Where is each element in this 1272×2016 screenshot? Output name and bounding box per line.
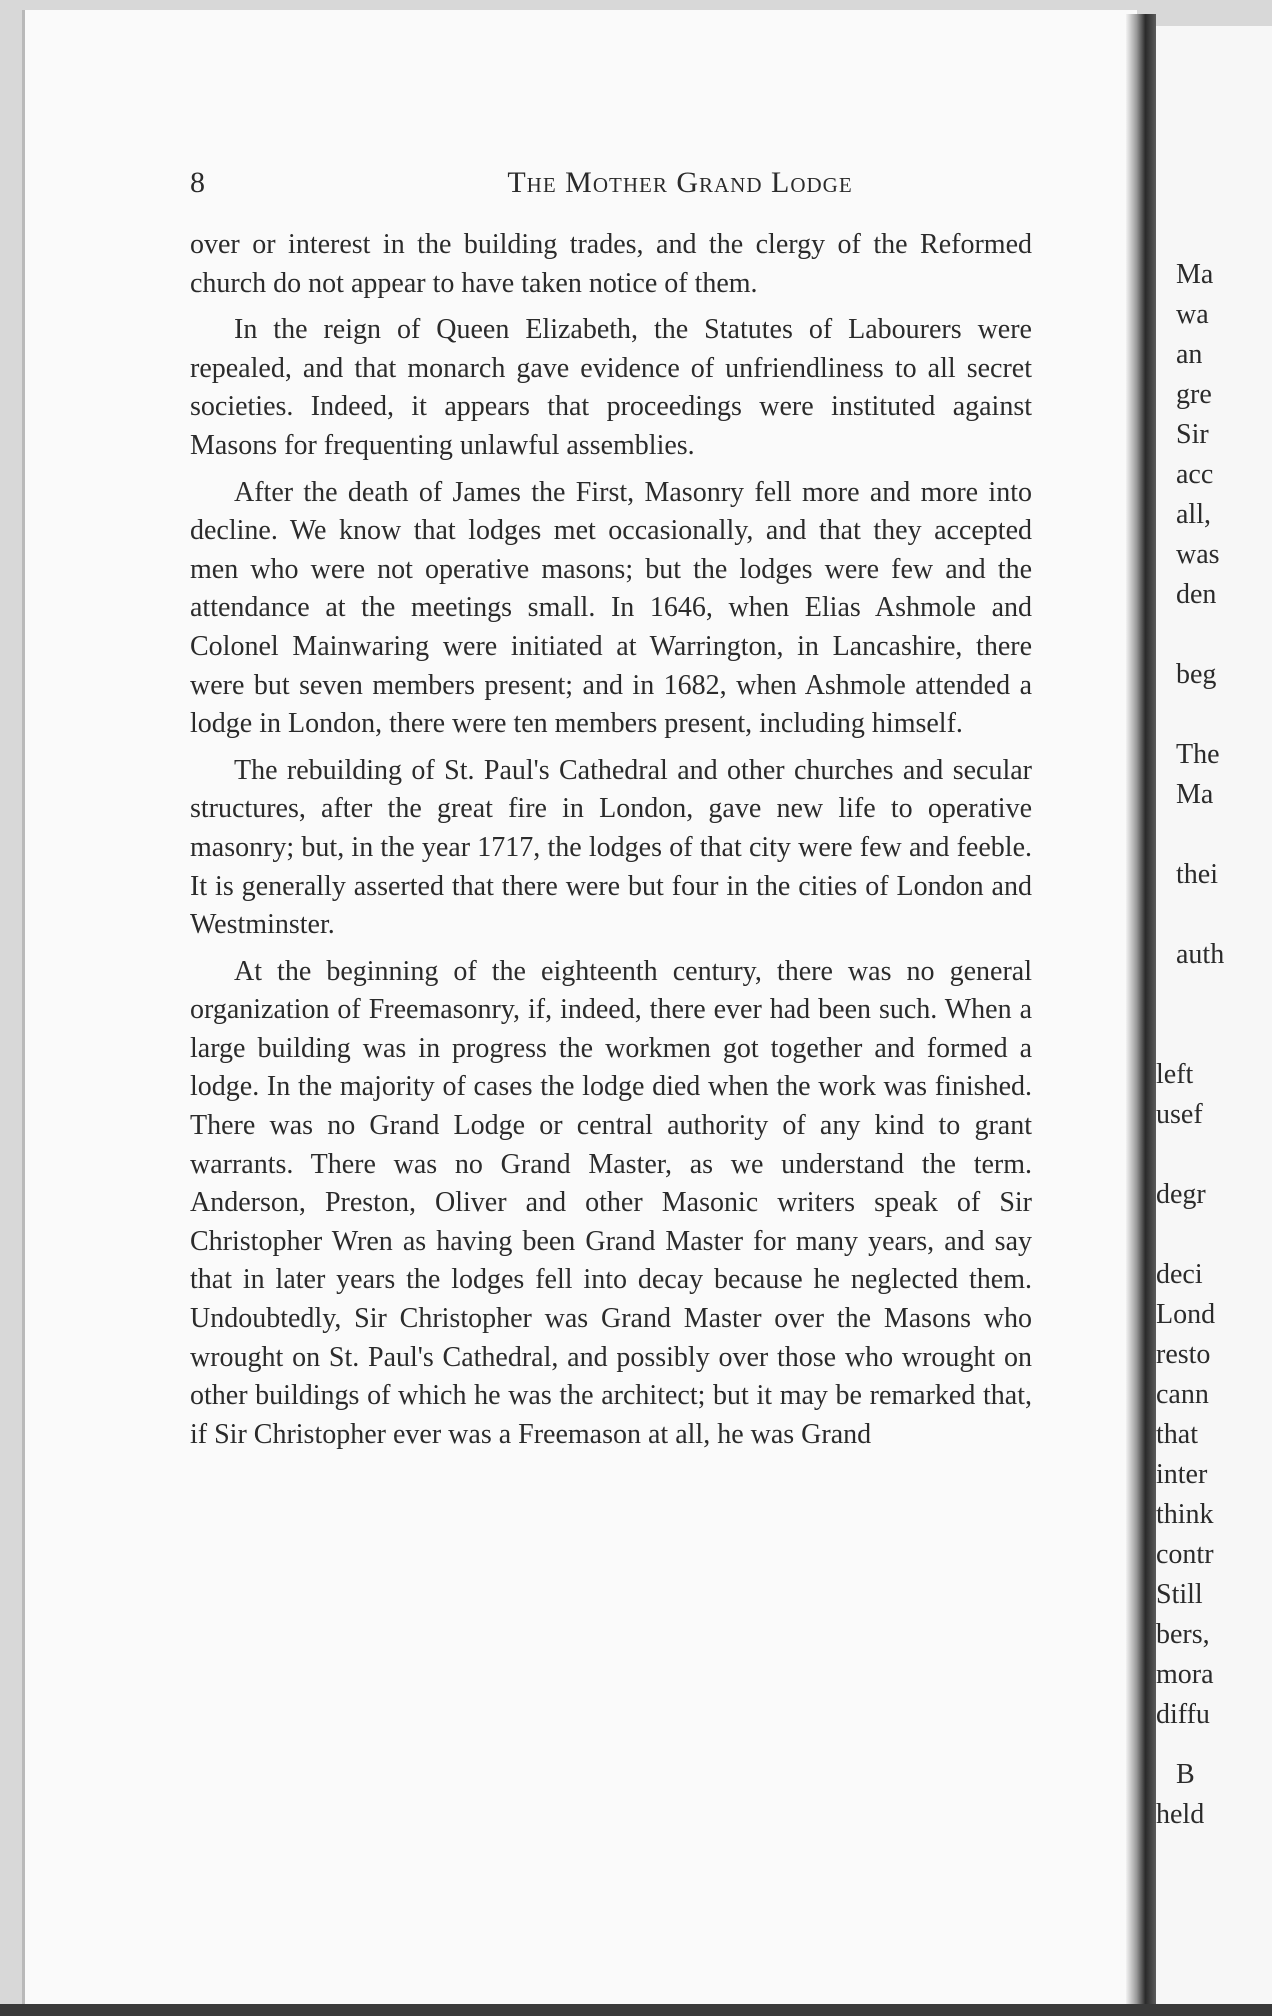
right-page-fragment: diffu bbox=[1156, 1699, 1210, 1730]
right-page-fragment: auth bbox=[1176, 939, 1225, 970]
right-page-fragment: an bbox=[1176, 339, 1203, 370]
right-page-fragment: wa bbox=[1176, 299, 1209, 330]
scan-bottom-edge bbox=[0, 2004, 1272, 2016]
right-page-fragment: think bbox=[1156, 1499, 1214, 1530]
body-text bbox=[190, 226, 1032, 1462]
right-page-fragment: Lond bbox=[1156, 1299, 1216, 1330]
right-page-fragment: was bbox=[1176, 539, 1220, 570]
right-page-fragment: resto bbox=[1156, 1339, 1211, 1370]
right-page-fragment: Ma bbox=[1176, 779, 1214, 810]
right-page-fragment: den bbox=[1176, 579, 1217, 610]
right-page-fragment: Still bbox=[1156, 1579, 1203, 1610]
paragraph: At the beginning of the eighteenth century, there was no general organization of Freemasonry, if, indeed, there ever had been such. When a large building was in progress the workmen got together and formed a lodge. In the majority of cases the lodge died when the work was finished. There was no Grand Lodge or central authority of any kind to grant warrants. There was no Grand Master, as we understand the term. Anderson, Preston, Oliver and other Masonic writers speak of Sir Christopher Wren as having been Grand Master for many years, and say that in later years the lodges fell into decay because he neglected them. Undoubtedly, Sir Christopher was Grand Master over the Masons who wrought on St. Paul's Cathedral, and possibly over those who wrought on other buildings of which he was the architect; but it may be remarked that, if Sir Christopher ever was a Freemason at all, he was Grand bbox=[190, 955, 1032, 1450]
right-page-text-fragments bbox=[1156, 26, 1272, 2004]
page-number: 8 bbox=[190, 166, 205, 199]
right-page-fragment: Sir bbox=[1176, 419, 1209, 450]
book-gutter bbox=[1126, 14, 1156, 2004]
page-header bbox=[190, 166, 1030, 210]
right-page-fragment: bers, bbox=[1156, 1619, 1210, 1650]
right-page-fragment: beg bbox=[1176, 659, 1217, 690]
right-page-fragment: mora bbox=[1156, 1659, 1214, 1690]
paragraph: After the death of James the First, Masonry fell more and more into decline. We know that lodges met occasionally, and that they accepted men who were not operative masons; but the lodges were few and the attendance at the meetings small. In 1646, when Elias Ashmole and Colonel Mainwaring were initiated at Warrington, in Lancashire, there were but seven members present; and in 1682, when Ashmole attended a lodge in London, there were ten members present, including himself. bbox=[190, 476, 1032, 740]
right-page-fragment: left bbox=[1156, 1059, 1194, 1090]
right-page-fragment: thei bbox=[1176, 859, 1218, 890]
right-page-fragment: contr bbox=[1156, 1539, 1214, 1570]
right-page-fragment: held bbox=[1156, 1799, 1205, 1830]
right-page-fragment: acc bbox=[1176, 459, 1214, 490]
paragraph: In the reign of Queen Elizabeth, the Statutes of Labourers were repealed, and that monarch gave evidence of unfriendliness to all secret societies. Indeed, it appears that proceedings were instituted against Masons for frequenting unlawful assemblies. bbox=[190, 314, 1032, 461]
right-page-fragment: cann bbox=[1156, 1379, 1209, 1410]
paragraph: over or interest in the building trades, and the clergy of the Reformed church do not appear to have taken notice of them. bbox=[190, 229, 1032, 299]
right-page-fragment: gre bbox=[1176, 379, 1212, 410]
right-page-fragment: all, bbox=[1176, 499, 1211, 530]
right-page-fragment: B bbox=[1176, 1759, 1195, 1790]
right-page-fragment: The bbox=[1176, 739, 1220, 770]
right-page-fragment: inter bbox=[1156, 1459, 1208, 1490]
paragraph: The rebuilding of St. Paul's Cathedral and other churches and secular structures, after the great fire in London, gave new life to operative masonry; but, in the year 1717, the lodges of that city were few and feeble. It is generally asserted that there were but four in the cities of London and Westminster. bbox=[190, 754, 1032, 941]
right-page-fragment: that bbox=[1156, 1419, 1198, 1450]
right-page-fragment: usef bbox=[1156, 1099, 1203, 1130]
right-page bbox=[1156, 26, 1272, 2004]
right-page-fragment: deci bbox=[1156, 1259, 1203, 1290]
right-page-fragment: Ma bbox=[1176, 259, 1214, 290]
right-page-fragment: degr bbox=[1156, 1179, 1206, 1210]
running-title: The Mother Grand Lodge bbox=[507, 166, 853, 199]
